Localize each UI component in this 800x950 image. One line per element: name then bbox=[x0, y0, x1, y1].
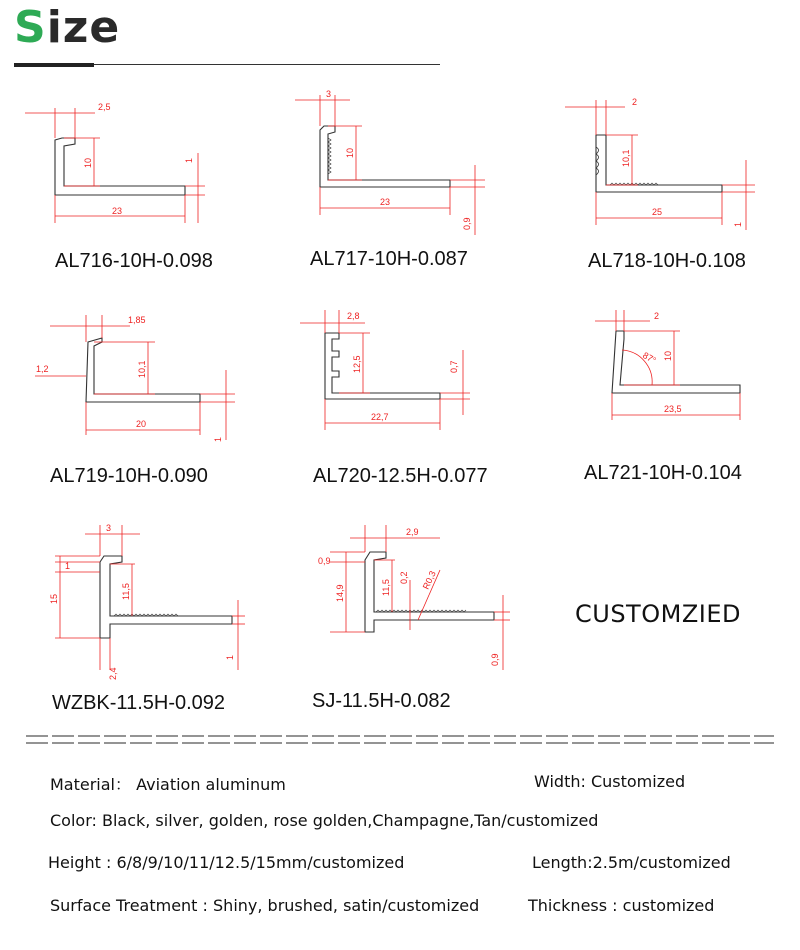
dim-height: 12,5 bbox=[352, 355, 362, 373]
dim-length: 23,5 bbox=[664, 404, 682, 414]
profile-code: AL719-10H-0.090 bbox=[50, 465, 208, 487]
dim-length: 23 bbox=[112, 206, 123, 216]
header-rule-accent bbox=[14, 63, 94, 67]
dim-length: 22,7 bbox=[371, 412, 389, 422]
spec-length: Length:2.5m/customized bbox=[532, 853, 731, 872]
dim-top-width: 3 bbox=[106, 523, 112, 533]
profile-al721 bbox=[580, 305, 770, 435]
dim-top-width: 2,8 bbox=[347, 311, 360, 321]
dim-top-width: 2,9 bbox=[406, 527, 419, 537]
profile-code: AL720-12.5H-0.077 bbox=[313, 465, 488, 487]
dim-total: 15 bbox=[49, 593, 59, 604]
dim-wall: 1,2 bbox=[36, 364, 49, 374]
dim-thickness: 1 bbox=[733, 221, 743, 227]
dim-height: 10 bbox=[345, 147, 355, 158]
profile-al717-drawing bbox=[290, 90, 500, 240]
profile-sj bbox=[310, 520, 520, 685]
dim-top-width: 2 bbox=[654, 311, 660, 321]
dim-top-width: 2,5 bbox=[98, 102, 111, 112]
section-divider bbox=[26, 733, 774, 747]
profile-sj-drawing bbox=[310, 520, 520, 685]
spec-thickness: Thickness : customized bbox=[528, 896, 715, 915]
dim-gap: 0,2 bbox=[399, 571, 409, 584]
dim-thickness: 0,9 bbox=[462, 217, 472, 230]
profile-al721-drawing bbox=[580, 305, 770, 435]
dim-height: 10 bbox=[83, 157, 93, 168]
dim-length: 20 bbox=[136, 419, 147, 429]
dim-height: 10,1 bbox=[621, 149, 631, 167]
profile-al717 bbox=[290, 90, 500, 240]
dim-height: 10,1 bbox=[137, 360, 147, 378]
page-title-accent: S bbox=[14, 2, 47, 53]
dim-length: 25 bbox=[652, 207, 663, 217]
customized-label: CUSTOMZIED bbox=[575, 600, 741, 628]
profile-al719 bbox=[30, 310, 240, 450]
profile-al716-drawing bbox=[20, 98, 220, 238]
profile-wzbk bbox=[40, 520, 250, 685]
profile-al720 bbox=[295, 305, 495, 440]
profile-code: AL717-10H-0.087 bbox=[310, 248, 468, 270]
profile-code: SJ-11.5H-0.082 bbox=[312, 690, 451, 712]
dim-length: 23 bbox=[380, 197, 391, 207]
dim-thickness: 0,7 bbox=[449, 360, 459, 373]
dim-top-width: 2 bbox=[632, 97, 638, 107]
dim-base: 2,4 bbox=[108, 667, 118, 680]
dim-radius: R0,3 bbox=[420, 569, 438, 591]
profile-al716 bbox=[20, 98, 220, 238]
dim-step: 1 bbox=[65, 561, 71, 571]
dim-angle: 87° bbox=[641, 350, 658, 366]
dim-top-width: 1,85 bbox=[128, 315, 146, 325]
spec-width: Width: Customized bbox=[534, 772, 686, 791]
profile-code: AL721-10H-0.104 bbox=[584, 462, 742, 484]
profile-al718 bbox=[560, 95, 770, 235]
dim-height: 11,5 bbox=[381, 579, 391, 596]
spec-height: Height : 6/8/9/10/11/12.5/15mm/customized bbox=[48, 853, 405, 872]
dim-lip: 0,9 bbox=[318, 556, 331, 566]
spec-color: Color: Black, silver, golden, rose golden,Champagne,Tan/customized bbox=[50, 811, 599, 830]
dim-thickness: 1 bbox=[184, 157, 194, 163]
profile-code: AL718-10H-0.108 bbox=[588, 250, 746, 272]
spec-surface: Surface Treatment : Shiny, brushed, satin/customized bbox=[50, 896, 480, 915]
profile-wzbk-drawing bbox=[40, 520, 250, 685]
dim-thickness: 1 bbox=[213, 436, 223, 442]
dim-total: 14,9 bbox=[335, 584, 345, 602]
page-title bbox=[14, 2, 120, 53]
page-title-rest: ize bbox=[46, 2, 121, 53]
dim-top-width: 3 bbox=[326, 89, 332, 99]
profile-al720-drawing bbox=[295, 305, 495, 440]
dim-thickness: 0,9 bbox=[490, 653, 500, 666]
dim-thickness: 1 bbox=[225, 654, 235, 660]
profile-code: AL716-10H-0.098 bbox=[55, 250, 213, 272]
spec-material: Material： Aviation aluminum bbox=[50, 775, 286, 794]
profile-al718-drawing bbox=[560, 95, 770, 235]
dim-height: 10 bbox=[663, 350, 673, 361]
dim-height: 11,5 bbox=[121, 583, 131, 600]
profile-code: WZBK-11.5H-0.092 bbox=[52, 692, 226, 714]
profile-al719-drawing bbox=[30, 310, 240, 450]
